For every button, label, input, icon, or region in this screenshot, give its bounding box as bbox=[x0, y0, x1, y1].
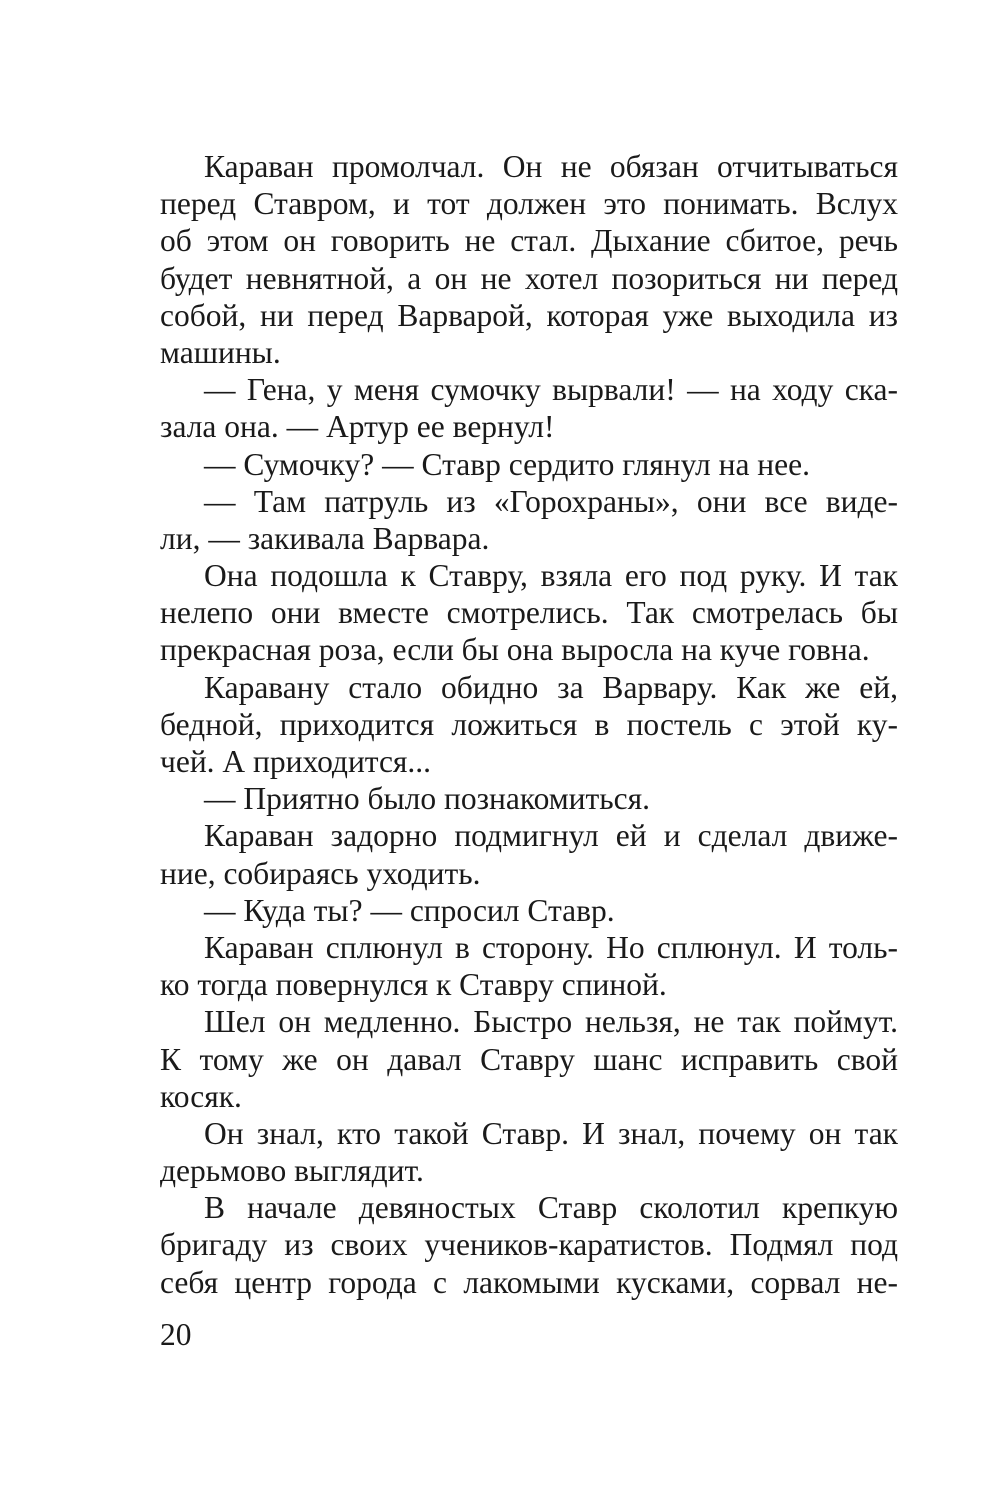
text-line: — Сумочку? — Ставр сердито глянул на нее. bbox=[204, 446, 811, 482]
text-line: — Там патруль из «Горохраны», они все виде- bbox=[204, 483, 898, 519]
text-line: дерьмово выглядит. bbox=[160, 1153, 424, 1189]
text-line: бригаду из своих учеников-каратистов. Подмял под bbox=[160, 1227, 898, 1263]
text-line: зала она. — Артур ее вернул! bbox=[160, 409, 555, 445]
text-line: себя центр города с лакомыми кусками, сорвал не- bbox=[160, 1264, 898, 1300]
text-line: перед Ставром, и тот должен это понимать. Вслух bbox=[160, 186, 898, 222]
text-line: — Гена, у меня сумочку вырвали! — на ходу ска- bbox=[204, 372, 898, 408]
text-line: Она подошла к Ставру, взяла его под руку. И так bbox=[204, 558, 898, 594]
text-line: — Приятно было познакомиться. bbox=[204, 781, 651, 817]
text-line: Караван сплюнул в сторону. Но сплюнул. И толь- bbox=[204, 929, 898, 965]
text-line: В начале девяностых Ставр сколотил крепкую bbox=[204, 1190, 898, 1226]
page-number: 20 bbox=[160, 1317, 192, 1352]
page-body bbox=[160, 148, 898, 1301]
text-line: Шел он медленно. Быстро нельзя, не так поймут. bbox=[204, 1004, 898, 1040]
text-line: собой, ни перед Варварой, которая уже выходила из bbox=[160, 297, 898, 333]
text-line: чей. А приходится... bbox=[160, 744, 432, 779]
text-line: об этом он говорить не стал. Дыхание сбитое, речь bbox=[160, 223, 898, 259]
text-line: ко тогда повернулся к Ставру спиной. bbox=[160, 967, 667, 1003]
text-line: прекрасная роза, если бы она выросла на куче говна. bbox=[160, 632, 870, 668]
text-line: Караван промолчал. Он не обязан отчитываться bbox=[204, 149, 898, 184]
text-line: Караван задорно подмигнул ей и сделал движе- bbox=[204, 818, 898, 854]
text-line: бедной, приходится ложиться в постель с этой ку- bbox=[160, 706, 898, 742]
text-line: ли, — закивала Варвара. bbox=[160, 520, 490, 556]
text-line: Каравану стало обидно за Варвару. Как же ей, bbox=[204, 669, 898, 705]
text-line: будет невнятной, а он не хотел позориться ни перед bbox=[160, 260, 898, 296]
text-line: — Куда ты? — спросил Ставр. bbox=[204, 892, 615, 928]
text-line: Он знал, кто такой Ставр. И знал, почему он так bbox=[204, 1115, 898, 1151]
text-line: К тому же он давал Ставру шанс исправить свой bbox=[160, 1041, 898, 1077]
text-line: косяк. bbox=[160, 1078, 242, 1114]
text-line: нелепо они вместе смотрелись. Так смотрелась бы bbox=[160, 595, 898, 631]
text-line: ние, собираясь уходить. bbox=[160, 855, 481, 891]
text-line: машины. bbox=[160, 334, 281, 370]
